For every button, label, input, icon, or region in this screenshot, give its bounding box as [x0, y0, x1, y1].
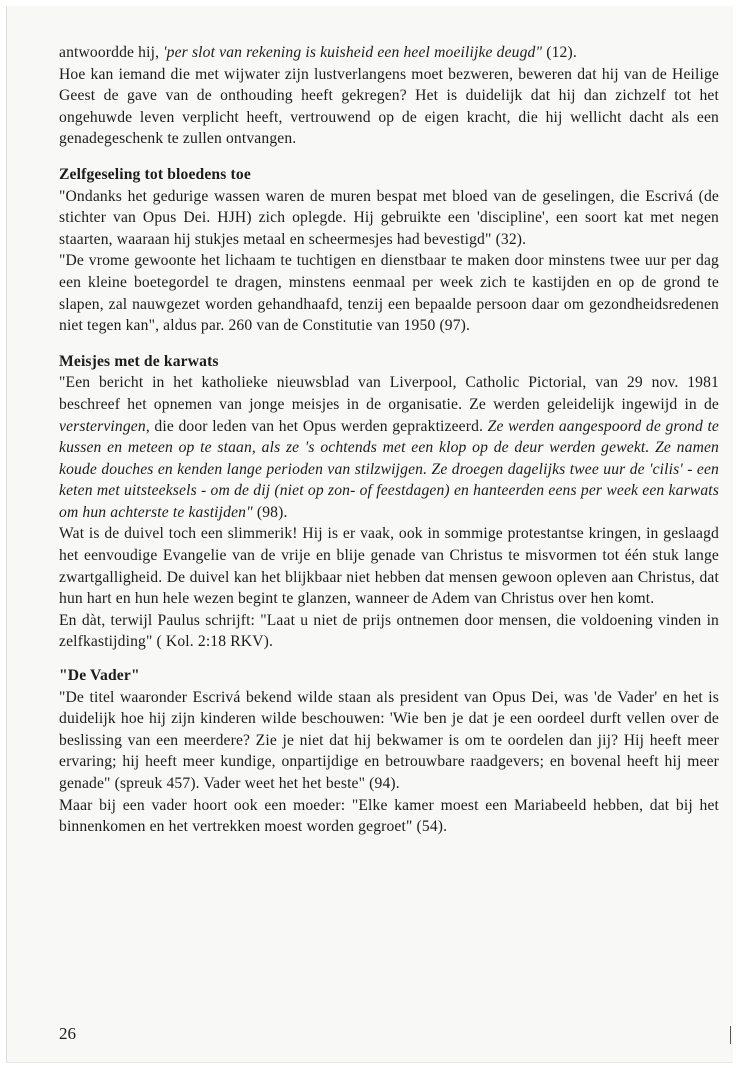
intro-paragraph-1: antwoordde hij, 'per slot van rekening is kuisheid een heel moeilijke deugd" (12). — [59, 44, 577, 61]
section3-paragraph-2: Maar bij een vader hoort ook een moeder: "Elke kamer moest een Mariabeeld hebben, dat bij het binnenkomen en het vertrekken moest worden gegroet" (54). — [59, 796, 719, 836]
section1-paragraph-2: "De vrome gewoonte het lichaam te tuchtigen en dienstbaar te maken door minstens twee uur per dag een kleine boetegordel te dragen, minstens eenmaal per week zich te kastijden en op de grond te slapen, zal nauwgezet worden gehandhaafd, tenzij een bepaalde persoon daar om gezondheidsredenen niet tegen kan", aldus par. 260 van de Constitutie van 1950 (97). — [59, 252, 719, 335]
section-heading-de-vader: "De Vader" — [59, 667, 140, 685]
page-edge-mark — [730, 1026, 731, 1044]
section3-paragraph-1: "De titel waaronder Escrivá bekend wilde staan als president van Opus Dei, was 'de Vader' en het is duidelijk hoe hij zijn kinderen wilde beschouwen: 'Wie ben je dat je een oordeel durft vellen over de beslissing van een meerdere? Zie je niet dat hij bekwamer is om te oordelen dan jij? Hij heeft meer ervaring; hij heeft meer kundige, onpartijdige en betrouwbare raadgevers; en bovenal heeft hij meer genade" (spreuk 457). Vader weet het het beste" (94). — [59, 688, 719, 792]
section2-paragraph-3: En dàt, terwijl Paulus schrijft: "Laat u niet de prijs ontnemen door mensen, die voldoening vinden in zelfkastijding" ( Kol. 2:18 RKV). — [59, 611, 719, 651]
section-heading-meisjes: Meisjes met de karwats — [59, 352, 219, 370]
page-number: 26 — [59, 1024, 76, 1043]
section2-paragraph-1: "Een bericht in het katholieke nieuwsblad van Liverpool, Catholic Pictorial, van 29 nov. 1981 beschreef het opnemen van jonge meisjes in de organisatie. Ze werden geleidelijk ingewijd in de verstervingen, die door leden van het Opus werden gepraktizeerd. Ze werden aangespoord de grond te kussen en meteen op te staan, als ze 's ochtends met een klop op de deur werden gewekt. Ze namen koude douches en kenden lange perioden van stilzwijgen. Ze droegen dagelijks twee uur de 'cilis' - een keten met uitsteeksels - om de dij (niet op zon- of feestdagen) en hanteerden eens per week een karwats om hun achterste te kastijden" (98). — [59, 374, 720, 521]
section-heading-zelfgeseling: Zelfgeseling tot bloedens toe — [59, 165, 251, 183]
document-page — [6, 6, 733, 1063]
section1-paragraph-1: "Ondanks het gedurige wassen waren de muren bespat met bloed van de geselingen, die Escrivá (de stichter van Opus Dei. HJH) zich oplegde. Hij gebruikte een 'discipline', een soort kat met negen staarten, waaraan hij stukjes metaal en scheermesjes had bevestigd" (32). — [59, 187, 719, 248]
section2-paragraph-2: Wat is de duivel toch een slimmerik! Hij is er vaak, ook in sommige protestantse kringen, in geslaagd het eenvoudige Evangelie van de vrije en blije genade van Christus te misvormen tot één stuk lange zwartgalligheid. De duivel kan het blijkbaar niet hebben dat mensen gewoon opleven aan Christus, dat hun hart en hun hele wezen begint te glanzen, wanneer de Adem van Christus over hen komt. — [59, 525, 719, 608]
intro-paragraph-2: Hoe kan iemand die met wijwater zijn lustverlangens moet bezweren, beweren dat hij van de Heilige Geest de gave van de onthouding heeft gekregen? Het is duidelijk dat hij dan zichzelf tot het ongehuwde leven verplicht heeft, vertrouwend op de eigen kracht, die hij wellicht dacht als een genadegeschenk te zullen ontvangen. — [59, 65, 719, 148]
intro-quote: 'per slot van rekening is kuisheid een heel moeilijke deugd" — [163, 44, 543, 61]
body-text — [59, 42, 719, 838]
